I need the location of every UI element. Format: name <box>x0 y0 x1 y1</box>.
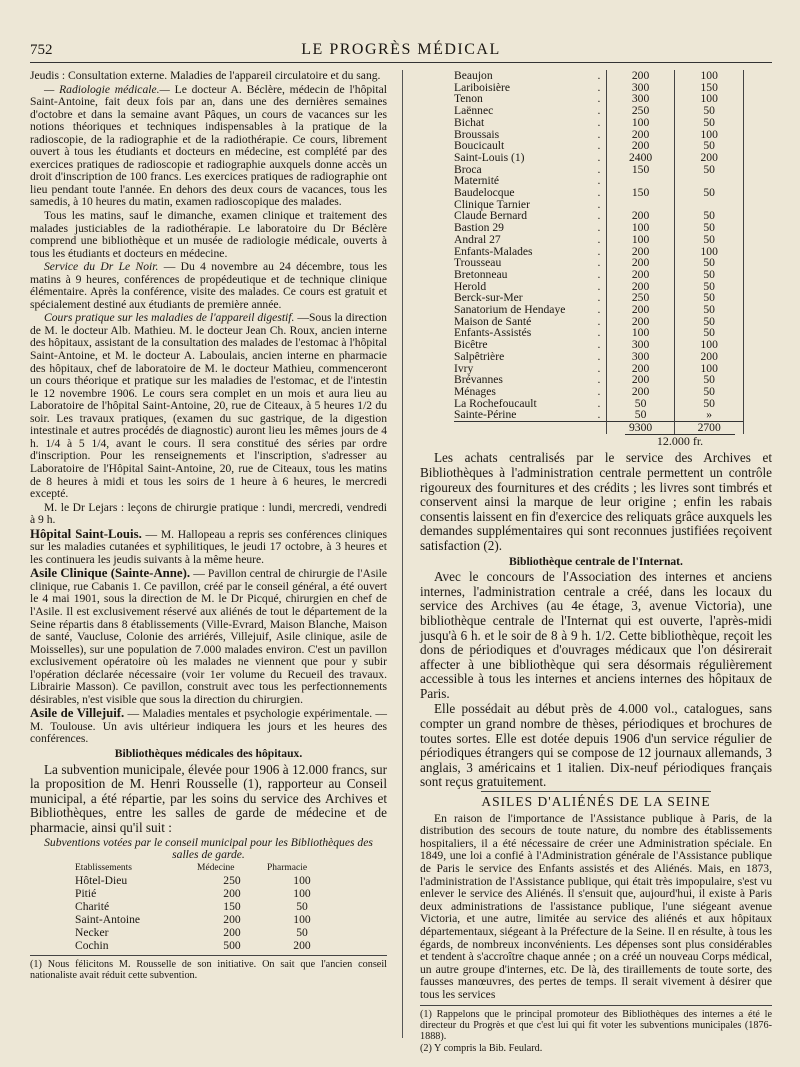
leader-dots: . <box>597 104 601 118</box>
leader-dots: . <box>597 338 601 352</box>
subsidy-table-left <box>75 863 337 953</box>
establishment-name: Enfants-Assistés <box>454 326 532 340</box>
medicine-amount: 200 <box>223 886 241 900</box>
pharmacy-amount: 100 <box>675 129 744 141</box>
left-column <box>30 70 387 1038</box>
medicine-amount: 300 <box>606 351 675 363</box>
footnote-rousselle: (1) Nous félicitons M. Rousselle de son initiative. On sait que l'ancien conseil nationaliste avait réduit cette subvention. <box>30 959 387 982</box>
villejuif-title: Asile de Villejuif. <box>30 706 125 721</box>
medicine-amount: 200 <box>606 140 675 152</box>
pharmacy-amount: 50 <box>675 316 744 328</box>
medicine-amount: 200 <box>223 925 241 939</box>
establishment-name: Necker <box>75 925 109 939</box>
pharmacy-amount: 50 <box>675 327 744 339</box>
sainte-anne-title: Asile Clinique (Sainte-Anne). <box>30 566 191 581</box>
establishment-name: Salpêtrière <box>454 349 505 363</box>
medicine-amount: 200 <box>606 269 675 281</box>
leader-dots: . <box>597 150 601 164</box>
villejuif-body: — Maladies mentales et psychologie expérimentale. — M. Toulouse. Un avis ultérieur indiquera les jours et les heures des conférences. <box>30 707 387 746</box>
radiology-title: — Radiologie médicale.— <box>44 82 170 96</box>
pharmacy-amount: 200 <box>293 939 311 953</box>
table-row <box>75 939 337 952</box>
pharmacy-amount: 50 <box>675 257 744 269</box>
medicine-amount: 150 <box>606 164 675 176</box>
footnote-libraries-promoter: (1) Rappelons que le principal promoteur des Bibliothèques des internes a été le directeur du Progrès et que c'est lui qui fit voter les subventions municipales (1876-1888). <box>420 1008 772 1042</box>
pharmacy-amount: 50 <box>675 164 744 176</box>
establishment-name: Bastion 29 <box>454 221 504 235</box>
page-header <box>30 40 772 63</box>
establishment-name: Andral 27 <box>454 232 501 246</box>
saint-louis-body: — M. Hallopeau a repris ses conférences cliniques sur les maladies cutanées et syphilitiques, le jeudi 17 octobre, à 3 heures et les continuera les jeudis suivants à la même heure. <box>30 527 387 566</box>
library-holdings-paragraph: Elle possédait au début près de 4.000 vol., catalogues, sans compter un grand nombre de thèses, périodiques et brochures de toutes sortes. Elle est dotée depuis 1906 d'un service régulier de périodiques étrangers qui se compose de 12 journaux allemands, 3 anglais, 3 américains et 1 italien. Dix-neuf périodiques français sont reçus gratuitement. <box>420 701 772 790</box>
pharmacy-amount: 50 <box>675 374 744 386</box>
leader-dots: . <box>597 232 601 246</box>
hospital-libraries-subtitle: Bibliothèques médicales des hôpitaux. <box>114 746 303 760</box>
pharmacy-amount: 50 <box>675 210 744 222</box>
medicine-amount: 100 <box>606 117 675 129</box>
journal-title: LE PROGRÈS MÉDICAL <box>301 41 501 58</box>
medicine-amount: 200 <box>606 257 675 269</box>
establishment-name: Baudelocque <box>454 186 515 200</box>
internat-library-paragraph: Avec le concours de l'Association des internes et anciens internes, l'administration centrale a créé, dans les locaux du service des Archives (au 4e étage, 3, avenue Victoria), une bibliothèque centrale de l'Internat qui est ouverte, l'après-midi jusqu'à 6 h. et le soir de 8 à 9 h. 1/2. Cette bibliothèque, reçoit les dons de périodiques et d'ouvrages médicaux que l'on désirerait affecter à une bibliothèque qui sera désormais régulièrement accessible à tous les internes et anciens internes des hôpitaux de Paris. <box>420 569 772 701</box>
saint-louis-title: Hôpital Saint-Louis. <box>30 526 142 541</box>
table-row <box>454 187 744 199</box>
radiology-paragraph <box>30 84 387 209</box>
pharmacy-amount: 150 <box>675 82 744 94</box>
leader-dots: . <box>597 197 601 211</box>
pharmacy-amount: 50 <box>675 281 744 293</box>
pharmacy-amount: 50 <box>675 386 744 398</box>
establishment-name: Maison de Santé <box>454 314 532 328</box>
pharmacy-amount: 100 <box>675 339 744 351</box>
establishment-name: Enfants-Malades <box>454 244 533 258</box>
le-noir-paragraph <box>30 261 387 311</box>
establishment-name: Charité <box>75 899 110 913</box>
table-row <box>454 386 744 398</box>
establishment-name: Bicêtre <box>454 338 488 352</box>
establishment-name: Ménages <box>454 384 496 398</box>
table-row <box>75 926 337 939</box>
medicine-amount: 150 <box>606 187 675 199</box>
leader-dots: . <box>597 326 601 340</box>
medicine-amount: 2400 <box>606 152 675 164</box>
leader-dots: . <box>597 291 601 305</box>
medicine-amount: 200 <box>606 316 675 328</box>
establishment-name: Herold <box>454 279 487 293</box>
table-row <box>75 913 337 926</box>
establishment-name: Broussais <box>454 127 500 141</box>
establishment-name: Ivry <box>454 361 474 375</box>
medicine-amount: 300 <box>606 82 675 94</box>
leader-dots: . <box>597 174 601 188</box>
leader-dots: . <box>597 396 601 410</box>
leader-dots: . <box>597 384 601 398</box>
establishment-name: Hôtel-Dieu <box>75 873 128 887</box>
total-pharmacy: 2700 <box>675 422 744 434</box>
pharmacy-amount: 50 <box>675 105 744 117</box>
table-row <box>454 117 744 129</box>
establishment-name: Claude Bernard <box>454 209 528 223</box>
table-row <box>454 351 744 363</box>
establishment-name: Laënnec <box>454 104 494 118</box>
pharmacy-amount: 50 <box>675 269 744 281</box>
medicine-amount: 200 <box>606 304 675 316</box>
subsidy-table-right <box>454 70 744 434</box>
establishment-name: Lariboisière <box>454 80 511 94</box>
medicine-amount: 200 <box>606 363 675 375</box>
leader-dots: . <box>597 303 601 317</box>
establishment-name: Bretonneau <box>454 267 508 281</box>
sainte-anne-paragraph <box>30 567 387 706</box>
leader-dots: . <box>597 349 601 363</box>
medicine-amount: 300 <box>606 93 675 105</box>
internat-library-subtitle: Bibliothèque centrale de l'Internat. <box>509 554 683 568</box>
total-medicine: 9300 <box>606 422 675 434</box>
saint-louis-paragraph <box>30 528 387 567</box>
establishment-name: Brévannes <box>454 373 503 387</box>
leader-dots: . <box>597 267 601 281</box>
pharmacy-amount: 50 <box>675 304 744 316</box>
pharmacy-amount: 100 <box>675 363 744 375</box>
medicine-amount: 100 <box>606 222 675 234</box>
table-row <box>75 887 337 900</box>
digestive-course-body: —Sous la direction de M. le docteur Alb. Mathieu. M. le docteur Jean Ch. Roux, ancien interne des hôpitaux, assistant de la consultation des malades de l'estomac à l'hôpital Saint-Antoine, et M. le docteur A. Laboulais, ancien interne en pharmacie des hôpitaux, chef de laboratoire de M. le docteur Mathieu, commenceront un cours théorique et pratique sur les maladies de l'estomac, et de l'intestin le 12 novembre 1906. Le cours sera complet en un mois et aura lieu au Laboratoire de l'hôpital Saint-Antoine, 20, rue de Citeaux, à 5 heures 1/2 du soir. Les travaux pratiques, (examen du suc gastrique, de la digestion intestinale et autres procédés de diagnostic) auront lieu les mêmes jours de 4 h. 1/4 à 5 1/4, avant le cours. Il sera constitué des séries par ordre d'inscription. Pour les renseignements et l'inscription, s'adresser au Laboratoire de l'Hôpital Saint-Antoine, 20, rue de Citeaux, tous les matins de 8 heures à midi et tous les soirs de 1 heure à 6 heures, le mercredi excepté. <box>30 311 387 501</box>
footnote-separator <box>30 955 387 956</box>
column-divider <box>402 70 403 1038</box>
asylums-paragraph: En raison de l'importance de l'Assistance publique à Paris, de la distribution des secours de toute nature, du nombre des établissements hospitaliers, il a été nécessaire de créer une Administration spéciale. En 1849, une loi a confié à l'Administration générale de l'Assistance publique de Paris le service des Enfants assistés et des Aliénés. Mais, en 1873, l'administration de l'Assistance publique, qui était très impopulaire, s'est vu enlever le service des Aliénés. Il s'ensuit que, aujourd'hui, il existe à Paris deux administrations de l'assistance publique, l'une siégeant avenue Victoria, et une autre, limitée au service des aliénés et aux hôpitaux départementaux, siégeant à la Préfecture de la Seine. Il en résulte, à tous les égards, de nombreux inconvénients. Les dépenses sont plus considérables et tendent à s'accroître chaque année ; on a créé un nouveau Corps médical, un autre groupe d'internes, etc. De là, des tiraillements de toute sorte, des fausses manœuvres, des pertes de temps. Il serait vivement à désirer que tous les services <box>420 811 772 1001</box>
totals-row <box>454 422 744 434</box>
pharmacy-amount: 50 <box>675 222 744 234</box>
medicine-amount: 500 <box>223 939 241 953</box>
page-number: 752 <box>30 42 53 58</box>
digestive-course-title: Cours pratique sur les maladies de l'appareil digestif. <box>44 311 295 325</box>
medicine-amount: 200 <box>223 912 241 926</box>
pharmacy-amount: 50 <box>296 925 308 939</box>
medicine-amount: 200 <box>606 374 675 386</box>
medicine-amount: 50 <box>606 398 675 410</box>
establishment-name: Beaujon <box>454 69 493 82</box>
medicine-amount: 100 <box>606 234 675 246</box>
asylums-section-title: ASILES D'ALIÉNÉS DE LA SEINE <box>420 796 772 809</box>
table-header-establishments: Etablissements <box>75 862 132 873</box>
table-row <box>454 152 744 164</box>
medicine-amount: 200 <box>606 70 675 82</box>
leader-dots: . <box>597 244 601 258</box>
establishment-name: Cochin <box>75 939 109 953</box>
establishment-name: Saint-Louis (1) <box>454 150 525 164</box>
leader-dots: . <box>597 162 601 176</box>
footnote-feulard: (2) Y compris la Bib. Feulard. <box>420 1043 543 1055</box>
medicine-amount: 200 <box>606 386 675 398</box>
leader-dots: . <box>597 115 601 129</box>
medicine-amount: 200 <box>606 246 675 258</box>
leader-dots: . <box>597 279 601 293</box>
leader-dots: . <box>597 92 601 106</box>
pharmacy-amount: 100 <box>293 886 311 900</box>
pharmacy-amount: » <box>675 409 744 421</box>
establishment-name: Berck-sur-Mer <box>454 291 523 305</box>
leader-dots: . <box>597 221 601 235</box>
table-row <box>75 900 337 913</box>
circulatory-consultation-paragraph: Jeudis : Consultation externe. Maladies de l'appareil circulatoire et du sang. <box>30 69 381 82</box>
leader-dots: . <box>597 186 601 200</box>
le-noir-title: Service du Dr Le Noir. <box>44 260 159 274</box>
lejars-paragraph: M. le Dr Lejars : leçons de chirurgie pratique : lundi, mercredi, vendredi à 9 h. <box>30 500 387 527</box>
pharmacy-amount: 100 <box>293 873 311 887</box>
table-header-medicine: Médecine <box>197 862 235 873</box>
pharmacy-amount: 50 <box>675 398 744 410</box>
table-row <box>454 304 744 316</box>
table-row <box>454 70 744 82</box>
table-row <box>454 409 744 421</box>
establishment-name: Saint-Antoine <box>75 912 141 926</box>
establishment-name: Bichat <box>454 115 485 129</box>
establishment-name: Boucicault <box>454 139 505 153</box>
establishment-name: Broca <box>454 162 482 176</box>
pharmacy-amount: 100 <box>675 70 744 82</box>
table-row <box>454 234 744 246</box>
medicine-amount: 50 <box>606 409 675 421</box>
leader-dots: . <box>597 361 601 375</box>
pharmacy-amount: 100 <box>675 93 744 105</box>
grand-total: 12.000 fr. <box>625 434 735 448</box>
pharmacy-amount: 50 <box>675 117 744 129</box>
digestive-course-paragraph <box>30 312 387 500</box>
pharmacy-amount: 200 <box>675 152 744 164</box>
pharmacy-amount: 50 <box>675 187 744 199</box>
pharmacy-amount: 50 <box>675 234 744 246</box>
leader-dots: . <box>597 139 601 153</box>
medicine-amount: 250 <box>606 292 675 304</box>
leader-dots: . <box>597 209 601 223</box>
medicine-amount: 200 <box>606 281 675 293</box>
pharmacy-amount: 200 <box>675 351 744 363</box>
leader-dots: . <box>597 256 601 270</box>
right-column <box>420 69 772 1055</box>
subsidy-table-caption: Subventions votées par le conseil municipal pour les Bibliothèques des salles de garde. <box>44 835 373 862</box>
pharmacy-amount: 50 <box>296 899 308 913</box>
pharmacy-amount: 50 <box>675 140 744 152</box>
municipal-subsidy-paragraph: La subvention municipale, élevée pour 1906 à 12.000 francs, sur la proposition de M. Henri Rousselle (1), rapporteur au Conseil municipal, a été répartie, par les soins du service des Archives et Bibliothèques, entre les salles de garde de médecine et de pharmacie, ainsi qu'il suit : <box>30 761 387 835</box>
medicine-amount: 200 <box>606 129 675 141</box>
establishment-name: Tenon <box>454 92 483 106</box>
pharmacy-amount: 50 <box>675 292 744 304</box>
table-row <box>75 874 337 887</box>
establishment-name: La Rochefoucault <box>454 396 537 410</box>
radiotherapy-paragraph: Tous les matins, sauf le dimanche, examen clinique et traitement des malades justiciables de la radiothérapie. Le laboratoire du Dr Béclère comprend une bibliothèque et un musée de radiologie médicale, ouverts à tous les étudiants et docteurs en médecine. <box>30 209 387 260</box>
establishment-name: Sanatorium de Hendaye <box>454 303 566 317</box>
establishment-name: Trousseau <box>454 256 502 270</box>
leader-dots: . <box>597 314 601 328</box>
sainte-anne-body: — Pavillon central de chirurgie de l'Asile clinique, rue Cabanis 1. Ce pavillon, créé par le conseil général, a été ouvert le 4 mai 1901, sous la direction de M. le Dr Picqué, chirurgien en chef de l'Asile. Il est exclusivement réservé aux aliénés de tout le département de la Seine répartis dans 8 établissements (Ville-Evrard, Maison Blanche, Maison de santé, Vaucluse, Colonie des arriérés, Villejuif, Asile clinique, asile de Moisselles), sur une population de 7.000 malades environ. C'est un pavillon exclusivement opératoire où les malades ne viennent que pour y subir l'opération déclarée nécessaire (voir 1er volume du Recueil des travaux. Librairie Masson). Ce pavillon, construit avec tous les perfectionnements désirables, n'est visible que sous la direction du chirurgien. <box>30 567 387 706</box>
medicine-amount: 100 <box>606 327 675 339</box>
leader-dots: . <box>597 80 601 94</box>
medicine-amount: 250 <box>606 105 675 117</box>
pharmacy-amount: 100 <box>675 246 744 258</box>
medicine-amount: 250 <box>223 873 241 887</box>
establishment-name: Clinique Tarnier <box>454 197 530 211</box>
centralized-purchases-paragraph: Les achats centralisés par le service des Archives et Bibliothèques à l'administration centrale permettent un contrôle rigoureux des fournitures et des crédits ; les livres sont timbrés et conservent ainsi la marque de leur origine ; enfin les rabais consentis laissent en fin d'exercice des reliquats grâce auxquels les demandes supplémentaires qui sont reconnues justifiées reçoivent satisfaction (2). <box>420 450 772 553</box>
establishment-name: Maternité <box>454 174 500 188</box>
establishment-name: Sainte-Périne <box>454 408 517 422</box>
leader-dots: . <box>597 127 601 141</box>
medicine-amount: 300 <box>606 339 675 351</box>
table-row <box>454 269 744 281</box>
pharmacy-amount: 100 <box>293 912 311 926</box>
leader-dots: . <box>597 373 601 387</box>
medicine-amount: 150 <box>223 899 241 913</box>
radiology-body: Le docteur A. Béclère, médecin de l'hôpital Saint-Antoine, fait deux fois par an, dans une des dernières semaines d'octobre et dans la semaine avant Pâques, un cours de vacances sur les notions théoriques et techniques indispensables à la pratique de la radioscopie, de la radiographie et de la radiothérapie. Ce cours, librement ouvert à tous les étudiants et docteurs en médecine, est complété par des exercices pratiques de radioscopie et radiographie auxquels donne accès un droit d'inscription de 100 francs. Les exercices pratiques de radiographie ont lieu pendant toute l'année. En dehors des deux cours de vacances, tous les samedis, à 10 heures du matin, examen radioscopique des malades. <box>30 82 387 209</box>
right-footnote-separator <box>420 1005 772 1006</box>
leader-dots: . <box>597 408 601 422</box>
establishment-name: Pitié <box>75 886 97 900</box>
table-header-pharmacy: Pharmacie <box>267 862 308 873</box>
medicine-amount: 200 <box>606 210 675 222</box>
le-noir-body: — Du 4 novembre au 24 décembre, tous les matins à 9 heures, conférences de propédeutique et de technique clinique élémentaire. Après la conférence, visite des malades. Ce cours est gratuit et spécialement destiné aux étudiants de première année. <box>30 260 387 311</box>
leader-dots: . <box>597 69 601 82</box>
villejuif-paragraph <box>30 707 387 746</box>
